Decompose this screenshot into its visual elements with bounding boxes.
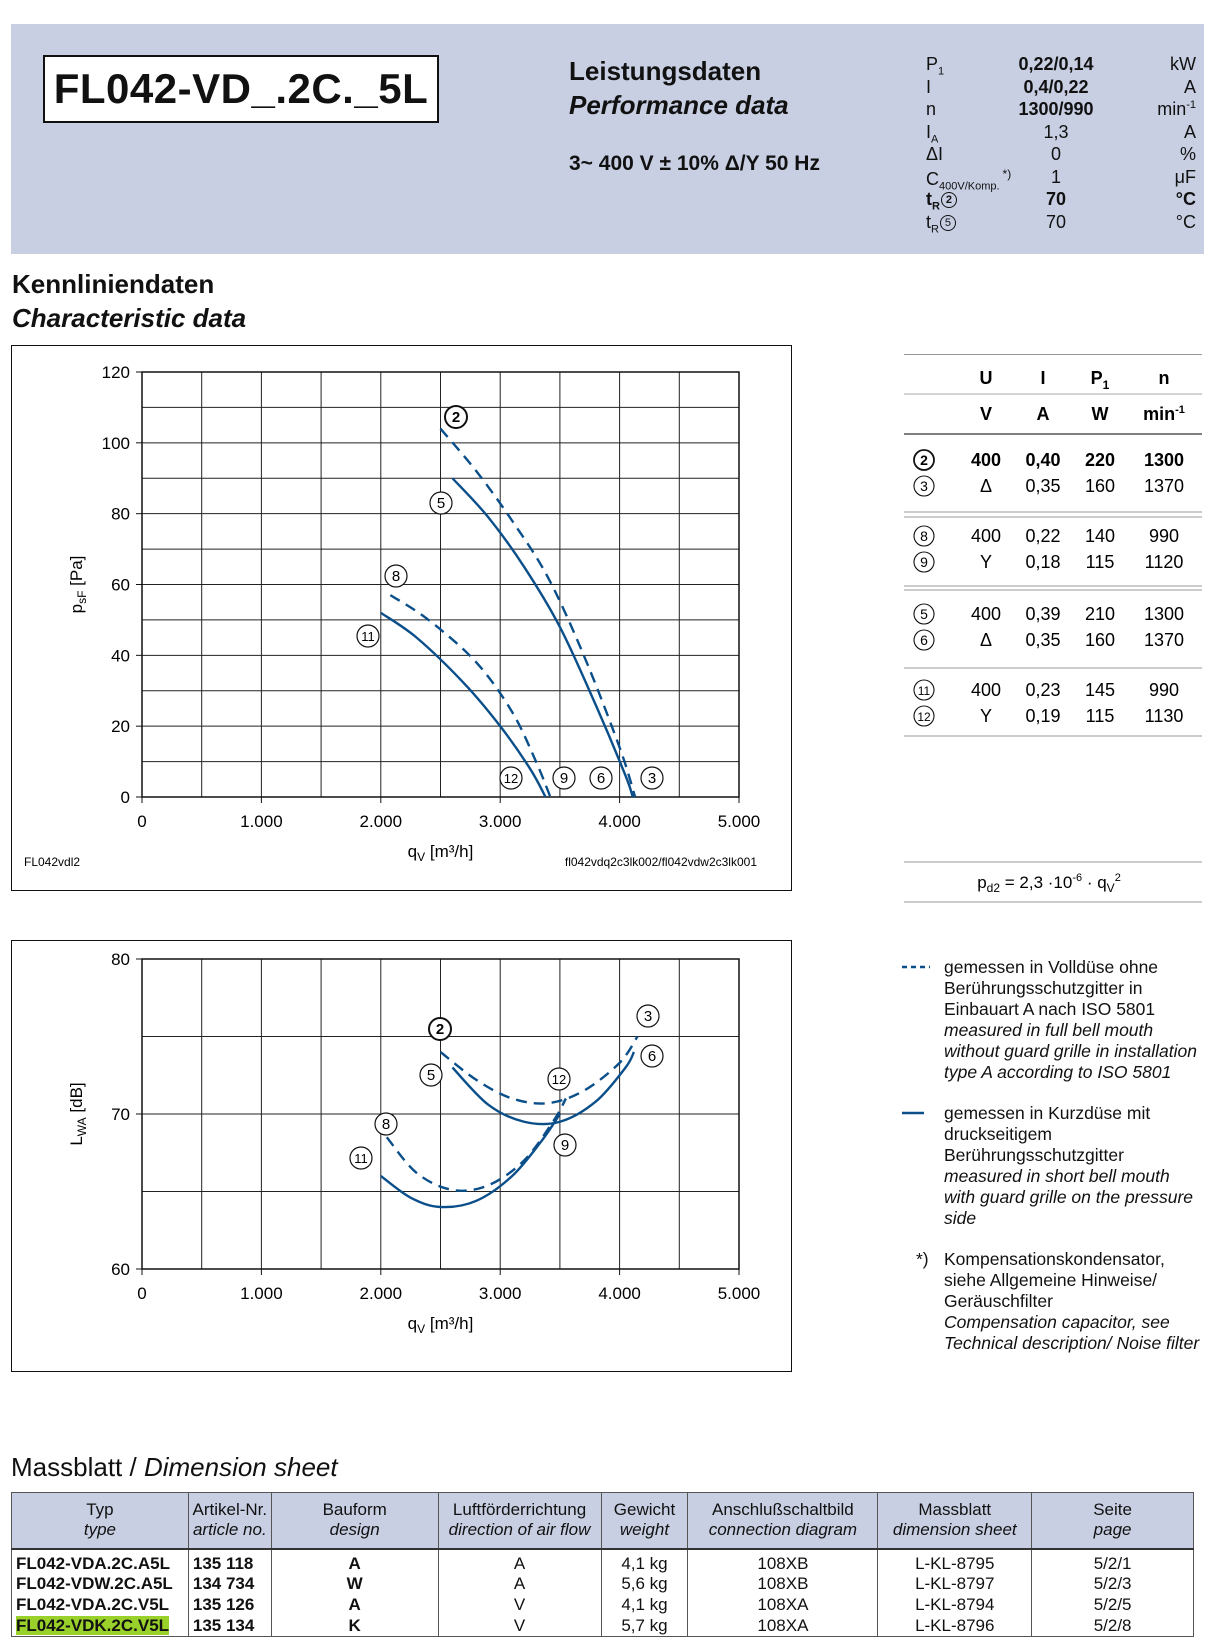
- perf-title-de: Leistungsdaten: [569, 56, 762, 86]
- op-cell: 1300: [1143, 604, 1185, 624]
- chart-id-left: FL042vdl2: [24, 855, 81, 869]
- pressure-chart: [11, 345, 792, 891]
- op-cell: 1300: [1143, 450, 1185, 470]
- legend-dashed-en: measured in full bell mouth without guard grille in installation type A according to ISO 5801: [944, 1020, 1197, 1082]
- operating-points-svg: [904, 354, 1202, 914]
- op-row-3: [914, 476, 1184, 496]
- dim-cell-type: [12, 1549, 189, 1574]
- dim-cell-sheet: L-KL-8795: [878, 1549, 1032, 1574]
- curve-label-12: [548, 1068, 570, 1090]
- curve-label-3: [641, 767, 663, 789]
- op-cell: 115: [1085, 706, 1115, 726]
- dim-cell-article: 134 734: [188, 1574, 271, 1595]
- dim-cell-weight: 5,7 kg: [601, 1616, 688, 1637]
- spec-row: [926, 77, 1196, 100]
- formula-part: = 2,3 ·10: [1000, 873, 1073, 892]
- dim-header-en: connection diagram: [708, 1520, 858, 1540]
- dim-header-en: design: [329, 1520, 380, 1540]
- curve-label-11: [350, 1147, 372, 1169]
- curve-label-text: 6: [596, 770, 606, 787]
- sound-chart-svg: [12, 941, 793, 1373]
- op-cell: 0,35: [1025, 630, 1061, 650]
- x-tick-label: 5.000: [717, 812, 761, 831]
- dim-row: [12, 1595, 1194, 1616]
- model-title: FL042-VD_.2C._5L: [43, 55, 439, 123]
- y-axis-label: $L_{WA}$ [dB]: [67, 1082, 89, 1146]
- perf-title-en: Performance data: [569, 90, 789, 120]
- dim-cell-connection: 108XB: [688, 1574, 878, 1595]
- dim-header-en: direction of air flow: [448, 1520, 591, 1540]
- spec-symbol-sub: 1: [938, 65, 945, 78]
- x-tick-label: 2.000: [359, 812, 403, 831]
- legend: [902, 957, 1204, 1366]
- table-header: $P_1$: [1090, 368, 1110, 392]
- dim-cell-weight: 4,1 kg: [601, 1549, 688, 1574]
- curve-label-text: 9: [559, 770, 569, 787]
- x-axis-label-unit: [m³/h]: [425, 842, 474, 861]
- dim-cell-type: [12, 1595, 189, 1616]
- curve-label-text: 12: [503, 771, 519, 786]
- dim-cell-flow: V: [438, 1595, 601, 1616]
- dim-cell-weight: 4,1 kg: [601, 1595, 688, 1616]
- spec-unit-sup: -1: [1186, 99, 1196, 111]
- series-line-11: [381, 1114, 560, 1207]
- dim-header-de: Gewicht: [613, 1500, 676, 1520]
- spec-unit: $\min^{-1}$: [1157, 99, 1196, 119]
- x-tick-label: 2.000: [359, 1284, 403, 1303]
- spec-row: [926, 166, 1196, 193]
- series-line-11: [381, 613, 546, 797]
- spec-value: 0: [1050, 144, 1061, 164]
- op-row-9: [914, 552, 1183, 572]
- dim-cell-flow: A: [438, 1549, 601, 1574]
- op-cell: Δ: [979, 630, 993, 650]
- dim-cell-article: 135 126: [188, 1595, 271, 1616]
- dim-header: [878, 1493, 1032, 1549]
- operating-points-table: [904, 354, 1202, 919]
- table-unit-sup: -1: [1175, 404, 1185, 416]
- series-line-2: [441, 429, 636, 797]
- op-point-label: 2: [920, 452, 928, 468]
- op-cell: 1130: [1144, 706, 1184, 726]
- dim-cell-article: 135 118: [188, 1549, 271, 1574]
- table-header: U: [979, 368, 993, 388]
- spec-row: [926, 122, 1196, 145]
- dim-header-de: Bauform: [322, 1500, 387, 1520]
- curve-label-text: 2: [435, 1021, 445, 1038]
- dim-cell-design: W: [271, 1574, 438, 1595]
- dim-header-de: Artikel-Nr.: [192, 1500, 268, 1520]
- curve-label-text: 11: [354, 1151, 368, 1166]
- dim-header-en: weight: [619, 1520, 670, 1540]
- dim-row: [12, 1549, 1194, 1574]
- formula-exp: 2: [1114, 872, 1121, 884]
- dim-header: [688, 1493, 878, 1549]
- dim-header-de: Massblatt: [918, 1500, 992, 1520]
- spec-value: 0,4/0,22: [1023, 76, 1089, 97]
- y-axis-label-sub: WA: [75, 1117, 89, 1137]
- table-unit: $\min^{-1}$: [1143, 404, 1185, 424]
- op-point-label: 9: [920, 554, 928, 570]
- dim-header: [438, 1493, 601, 1549]
- curve-label-2: [429, 1018, 451, 1040]
- dim-cell-sheet: L-KL-8797: [878, 1574, 1032, 1595]
- x-axis-label-sub: V: [417, 850, 426, 864]
- legend-solid-en: measured in short bell mouth with guard grille on the pressure side: [944, 1166, 1194, 1228]
- table-unit: W: [1091, 404, 1109, 424]
- dim-header: [601, 1493, 688, 1549]
- x-tick-label: 0: [137, 1284, 147, 1303]
- y-tick-label: 70: [111, 1105, 130, 1124]
- curve-label-6: [590, 767, 612, 789]
- performance-header: [11, 24, 1204, 254]
- formula-sub: d2: [986, 881, 1001, 895]
- spec-symbol: $C_{400V/Komp.}^{*)}$: [926, 166, 1012, 193]
- x-tick-label: 4.000: [598, 1284, 641, 1303]
- op-cell: 0,35: [1025, 476, 1061, 496]
- op-row-11: [914, 680, 1179, 700]
- x-tick-label: 1.000: [240, 1284, 283, 1303]
- dim-type-text: FL042-VDA.2C.A5L: [16, 1553, 170, 1573]
- op-cell: 400: [970, 526, 1002, 546]
- curve-label-text: 8: [391, 568, 401, 585]
- spec-value: 0,22/0,14: [1018, 54, 1094, 74]
- op-row-12: [914, 706, 1183, 726]
- y-tick-label: 0: [120, 788, 130, 807]
- curve-label-5: [420, 1064, 442, 1086]
- table-header: I: [1040, 368, 1046, 388]
- op-cell: 990: [1148, 526, 1180, 546]
- curve-label-12: [500, 767, 522, 789]
- y-tick-label: 80: [111, 950, 130, 969]
- x-tick-label: 1.000: [240, 812, 283, 831]
- spec-value: 1,3: [1043, 121, 1069, 142]
- op-cell: 115: [1085, 552, 1115, 572]
- legend-solid: [902, 1103, 1204, 1229]
- dim-header-en: page: [1093, 1520, 1132, 1540]
- dim-cell-design: A: [271, 1549, 438, 1574]
- dim-row: [12, 1616, 1194, 1637]
- dim-header-en: type: [83, 1520, 116, 1540]
- op-point-label: 11: [917, 684, 931, 698]
- op-cell: Y: [979, 706, 993, 726]
- dim-cell-sheet: L-KL-8796: [878, 1616, 1032, 1637]
- op-row-6: [914, 630, 1184, 650]
- dim-cell-flow: V: [438, 1616, 601, 1637]
- spec-symbol: $P_1$: [926, 54, 945, 78]
- x-tick-label: 4.000: [598, 812, 641, 831]
- spec-value: 70: [1045, 211, 1067, 232]
- x-tick-label: 0: [137, 812, 147, 831]
- dim-cell-connection: 108XA: [688, 1595, 878, 1616]
- dim-cell-page: 5/2/5: [1032, 1595, 1194, 1616]
- sound-chart: [11, 940, 792, 1372]
- op-point-label: 5: [920, 606, 928, 622]
- y-axis-label-unit: [Pa]: [67, 555, 86, 591]
- op-cell: 140: [1084, 526, 1116, 546]
- op-row-5: [914, 604, 1184, 624]
- curve-label-5: [430, 492, 452, 514]
- dim-cell-article: 135 134: [188, 1616, 271, 1637]
- table-unit: A: [1036, 404, 1050, 424]
- curve-label-2: [445, 406, 467, 428]
- spec-list: [926, 54, 1196, 234]
- dim-cell-page: 5/2/3: [1032, 1574, 1194, 1595]
- pressure-chart-svg: [12, 346, 793, 892]
- dim-header: [271, 1493, 438, 1549]
- op-cell: 210: [1084, 604, 1116, 624]
- op-cell: 160: [1084, 630, 1116, 650]
- op-cell: 1370: [1143, 476, 1185, 496]
- spec-row: [926, 144, 1196, 167]
- spec-row: [926, 54, 1196, 77]
- legend-dashed-de: gemessen in Volldüse ohne Berührungsschutzgitter in Einbauart A nach ISO 5801: [944, 957, 1159, 1019]
- solid-line-icon: [902, 1105, 930, 1119]
- legend-note: [902, 1249, 1204, 1354]
- y-tick-label: 60: [111, 575, 130, 595]
- op-cell: 0,23: [1025, 680, 1061, 700]
- curve-label-text: 5: [436, 495, 446, 512]
- dim-cell-weight: 5,6 kg: [601, 1574, 688, 1595]
- dim-cell-type: [12, 1574, 189, 1595]
- op-cell: 160: [1084, 476, 1116, 496]
- legend-dashed: [902, 957, 1204, 1083]
- table-header: n: [1158, 368, 1170, 388]
- dim-header-de: Typ: [86, 1500, 114, 1520]
- op-row-8: [914, 526, 1179, 546]
- dim-header-en: article no.: [192, 1520, 267, 1540]
- note-mark: *): [916, 1249, 929, 1269]
- x-tick-label: 5.000: [717, 1284, 761, 1303]
- dim-cell-connection: 108XB: [688, 1549, 878, 1574]
- spec-symbol: ΔI: [926, 144, 944, 164]
- y-axis-label-sub: sF: [75, 590, 89, 604]
- op-point-label: 8: [920, 528, 928, 544]
- dim-header: [188, 1493, 271, 1549]
- op-cell: 0,18: [1025, 552, 1061, 572]
- x-tick-label: 3.000: [478, 812, 522, 831]
- op-row-2: [914, 450, 1184, 470]
- spec-row: [926, 99, 1196, 122]
- y-tick-label: 120: [101, 363, 130, 382]
- curve-label-8: [385, 565, 407, 587]
- spec-symbol-sub: R: [932, 200, 940, 213]
- op-cell: 145: [1084, 680, 1116, 700]
- op-point-label: 6: [920, 632, 928, 648]
- section-title-de: Kennliniendaten: [12, 269, 215, 299]
- dimension-title: [11, 1452, 338, 1483]
- dynamic-pressure-formula: $p_{d2} = 2,3 \cdot 10^{-6} \cdot q_V^2$: [977, 872, 1121, 895]
- spec-unit: %: [1179, 144, 1196, 164]
- op-cell: Δ: [979, 476, 993, 496]
- x-tick-label: 3.000: [478, 1284, 522, 1303]
- chart-grid: [142, 372, 739, 797]
- curve-label-text: 6: [647, 1048, 657, 1065]
- spec-value: 1: [1050, 166, 1061, 187]
- dim-header-en: dimension sheet: [892, 1520, 1017, 1540]
- dashed-line-icon: [902, 959, 930, 973]
- op-cell: 220: [1084, 450, 1116, 470]
- curve-label-text: 3: [647, 770, 657, 787]
- spec-unit: A: [1183, 121, 1196, 142]
- op-cell: Y: [979, 552, 993, 572]
- spec-symbol: n: [926, 99, 937, 119]
- spec-unit: kW: [1170, 54, 1196, 74]
- spec-unit: A: [1183, 76, 1196, 97]
- op-cell: 1370: [1143, 630, 1185, 650]
- spec-symbol-sub: A: [931, 133, 939, 146]
- curve-label-6: [641, 1045, 663, 1067]
- spec-symbol: $t_R2$: [926, 189, 957, 213]
- op-cell: 0,39: [1025, 604, 1061, 624]
- section-title-en: Characteristic data: [12, 303, 247, 333]
- spec-symbol-sub: R: [931, 223, 939, 236]
- curve-label-text: 12: [551, 1072, 567, 1087]
- dimension-table: [11, 1492, 1194, 1637]
- legend-solid-de: gemessen in Kurzdüse mit druckseitigem Berührungsschutzgitter: [944, 1103, 1151, 1165]
- op-cell: 0,19: [1025, 706, 1061, 726]
- dim-type-text: FL042-VDW.2C.A5L: [16, 1574, 173, 1593]
- op-cell: 400: [970, 450, 1002, 470]
- curve-label-text: 9: [560, 1137, 570, 1154]
- dim-cell-design: A: [271, 1595, 438, 1616]
- curve-label-text: 3: [643, 1008, 653, 1025]
- dim-cell-connection: 108XA: [688, 1616, 878, 1637]
- series-line-2: [441, 1037, 638, 1104]
- spec-unit: °C: [1175, 211, 1196, 232]
- curve-label-11: [357, 625, 379, 647]
- dim-cell-sheet: L-KL-8794: [878, 1595, 1032, 1616]
- dim-header: [1032, 1493, 1194, 1549]
- table-header-sub: 1: [1102, 378, 1110, 392]
- spec-row: [926, 212, 1196, 235]
- formula-sub: V: [1106, 881, 1115, 895]
- dim-header-de: Luftförderrichtung: [452, 1500, 587, 1520]
- y-tick-label: 20: [111, 717, 130, 737]
- dim-type-text: FL042-VDA.2C.V5L: [16, 1595, 170, 1614]
- curve-label-9: [554, 1134, 576, 1156]
- legend-note-de: Kompensationskondensator, siehe Allgemeine Hinweise/ Geräuschfilter: [944, 1249, 1165, 1311]
- x-axis-label-unit: [m³/h]: [425, 1314, 474, 1333]
- dim-type-text: FL042-VDK.2C.V5L: [16, 1615, 170, 1635]
- x-axis-label: $q_V$ [m³/h]: [407, 1314, 474, 1336]
- y-tick-label: 40: [111, 646, 130, 666]
- y-axis-label-unit: [dB]: [67, 1082, 86, 1118]
- x-axis-label-sub: V: [417, 1322, 426, 1336]
- y-axis-label: $p_{sF}$ [Pa]: [67, 555, 89, 614]
- series-line-5: [452, 1052, 633, 1124]
- curve-label-text: 2: [451, 409, 461, 426]
- spec-value: 70: [1045, 189, 1067, 209]
- curve-label-3: [637, 1005, 659, 1027]
- op-cell: 400: [970, 604, 1002, 624]
- dim-header-de: Anschlußschaltbild: [712, 1500, 854, 1520]
- dim-cell-page: 5/2/8: [1032, 1616, 1194, 1637]
- op-cell: 0,40: [1025, 450, 1061, 470]
- spec-symbol: $t_R5$: [926, 212, 956, 236]
- series-line-5: [452, 478, 632, 797]
- spec-symbol-sub: 400V/Komp.: [939, 180, 1000, 193]
- spec-symbol: $I_A$: [926, 121, 939, 146]
- dimension-title-de: Massblatt /: [11, 1452, 144, 1482]
- op-cell: 400: [970, 680, 1002, 700]
- chart-id-right: fl042vdq2c3lk002/fl042vdw2c3lk001: [564, 855, 757, 869]
- spec-footnote-mark: *): [1002, 166, 1012, 181]
- op-cell: 1120: [1144, 552, 1184, 572]
- y-tick-label: 60: [111, 1260, 130, 1279]
- y-tick-label: 100: [101, 433, 130, 453]
- dim-cell-design: K: [271, 1616, 438, 1637]
- op-point-circle: 2: [941, 192, 957, 208]
- curve-label-text: 11: [361, 629, 375, 644]
- op-cell: 0,22: [1025, 526, 1061, 546]
- series-line-8: [390, 595, 550, 797]
- curve-label-text: 8: [381, 1116, 391, 1133]
- spec-row: [926, 189, 1196, 212]
- spec-unit: °C: [1175, 189, 1196, 209]
- dimension-title-en: Dimension sheet: [143, 1452, 338, 1482]
- x-axis-label: $q_V$ [m³/h]: [407, 842, 474, 864]
- table-unit: V: [979, 404, 993, 424]
- dim-cell-page: 5/2/1: [1032, 1549, 1194, 1574]
- y-tick-label: 80: [111, 504, 130, 524]
- spec-unit: μF: [1174, 166, 1196, 187]
- formula-exp: -6: [1072, 872, 1083, 884]
- curve-label-9: [553, 767, 575, 789]
- curve-label-8: [375, 1113, 397, 1135]
- dim-header: [12, 1493, 189, 1549]
- legend-note-en: Compensation capacitor, see Technical description/ Noise filter: [944, 1312, 1200, 1353]
- dim-row: [12, 1574, 1194, 1595]
- dim-header-de: Seite: [1093, 1500, 1132, 1520]
- op-point-circle: 5: [940, 215, 956, 231]
- curve-label-text: 5: [426, 1067, 436, 1084]
- op-point-label: 3: [920, 478, 928, 494]
- dim-cell-flow: A: [438, 1574, 601, 1595]
- formula-part: · q: [1082, 873, 1107, 892]
- dim-cell-type: [12, 1616, 189, 1637]
- spec-value: 1300/990: [1018, 99, 1094, 119]
- spec-symbol: I: [926, 76, 932, 97]
- voltage-spec: 3~ 400 V ± 10% Δ/Y 50 Hz: [569, 152, 820, 175]
- op-cell: 990: [1148, 680, 1180, 700]
- op-point-label: 12: [917, 710, 931, 724]
